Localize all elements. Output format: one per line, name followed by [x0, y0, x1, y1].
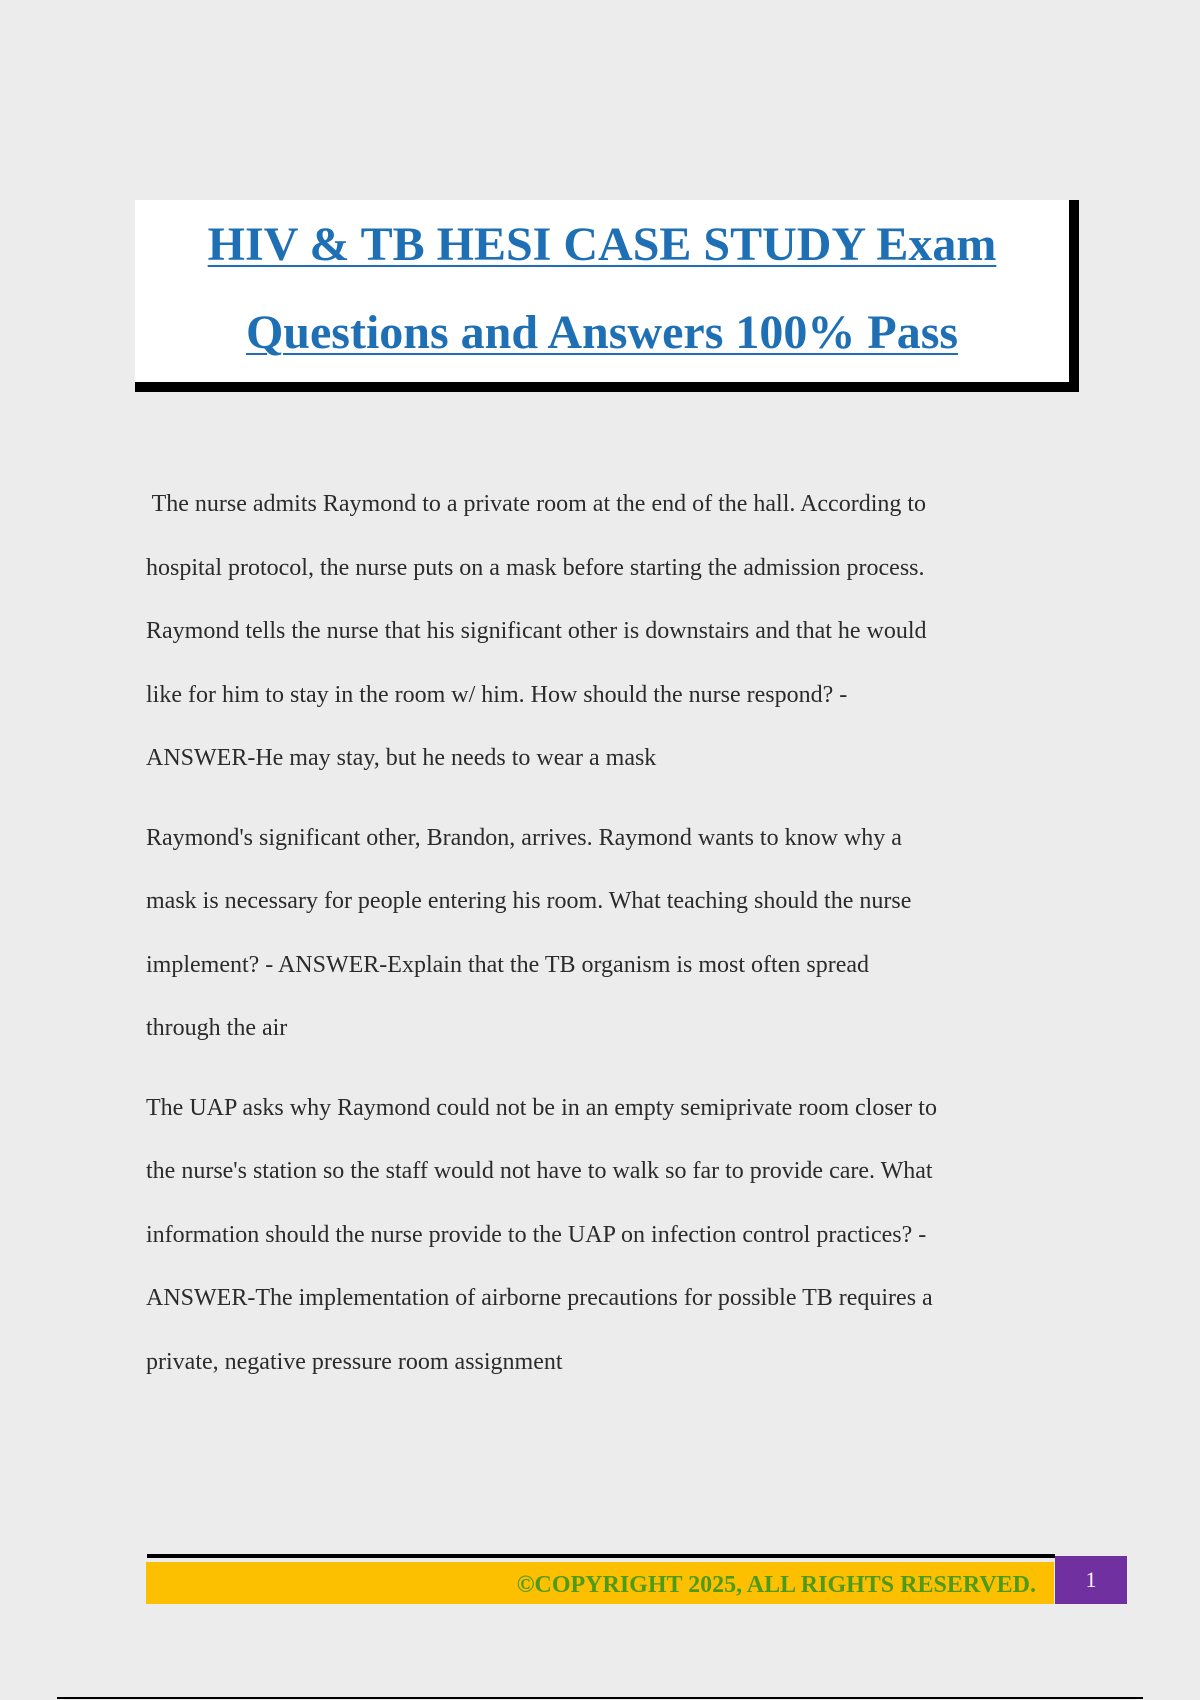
document-title-line-2: Questions and Answers 100% Pass	[245, 306, 959, 359]
text-line: The nurse admits Raymond to a private room at the end of the hall. According to	[146, 491, 927, 517]
text-line: the nurse's station so the staff would not have to walk so far to provide care. What	[146, 1158, 933, 1184]
text-line: ANSWER-He may stay, but he needs to wear a mask	[146, 745, 657, 771]
qa-item-3	[146, 1077, 1066, 1395]
text-line: through the air	[146, 1015, 288, 1041]
text-line: Raymond's significant other, Brandon, arrives. Raymond wants to know why a	[146, 824, 902, 851]
document-body	[146, 473, 1066, 1410]
title-box	[135, 200, 1079, 392]
text-line: implement? - ANSWER-Explain that the TB organism is most often spread	[146, 951, 869, 978]
copyright-text: ©COPYRIGHT 2025, ALL RIGHTS RESERVED.	[516, 1572, 1036, 1598]
text-line: ANSWER-The implementation of airborne precautions for possible TB requires a	[146, 1285, 933, 1311]
text-line: like for him to stay in the room w/ him. How should the nurse respond? -	[146, 681, 848, 708]
text-line: The UAP asks why Raymond could not be in an empty semiprivate room closer to	[146, 1094, 937, 1121]
document-title-line-1: HIV & TB HESI CASE STUDY Exam	[207, 218, 997, 271]
text-line: hospital protocol, the nurse puts on a mask before starting the admission process.	[146, 554, 925, 581]
qa-item-1	[146, 473, 1066, 791]
text-line: private, negative pressure room assignment	[146, 1348, 563, 1375]
bottom-rule	[57, 1697, 1143, 1699]
text-line: Raymond tells the nurse that his significant other is downstairs and that he would	[146, 618, 927, 644]
footer-bar	[146, 1562, 1054, 1604]
page-number: 1	[1055, 1556, 1127, 1604]
qa-item-2	[146, 807, 1066, 1061]
text-line: mask is necessary for people entering his room. What teaching should the nurse	[146, 888, 912, 914]
footer-rule	[147, 1554, 1055, 1558]
text-line: information should the nurse provide to the UAP on infection control practices? -	[146, 1221, 927, 1248]
